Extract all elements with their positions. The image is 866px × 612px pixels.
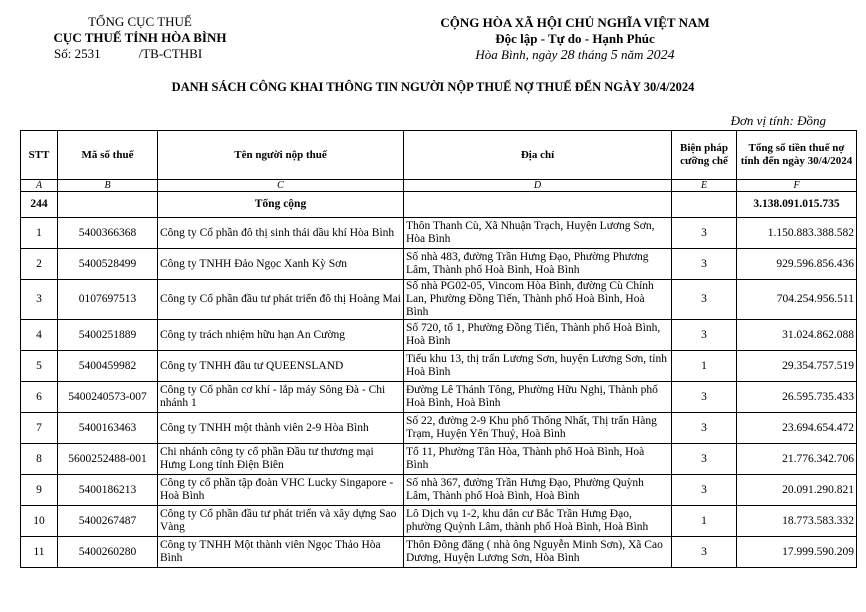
column-letter: B xyxy=(58,180,158,192)
col-header-stt: STT xyxy=(21,131,58,180)
row-stt: 5 xyxy=(21,351,58,382)
row-stt: 9 xyxy=(21,475,58,506)
place-date-prefix: Hòa Bình, ngày xyxy=(475,47,558,62)
col-header-address: Địa chỉ xyxy=(404,131,672,180)
row-taxpayer-name: Công ty Cổ phần cơ khí - lắp máy Sông Đà - Chi nhánh 1 xyxy=(158,382,404,413)
col-header-taxpayer-name: Tên người nộp thuế xyxy=(158,131,404,180)
col-header-enforcement: Biện pháp cưỡng chế xyxy=(672,131,737,180)
row-amount: 31.024.862.088 xyxy=(737,320,857,351)
row-tax-code: 5400260280 xyxy=(58,537,158,568)
row-amount: 17.999.590.209 xyxy=(737,537,857,568)
column-letter-row xyxy=(21,180,857,192)
row-amount: 929.596.856.436 xyxy=(737,249,857,280)
table-header-row xyxy=(21,131,857,180)
row-stt: 3 xyxy=(21,280,58,320)
document-number-suffix: /TB-CTHBI xyxy=(138,46,203,61)
row-taxpayer-name: Công ty TNHH một thành viên 2-9 Hòa Bình xyxy=(158,413,404,444)
row-tax-code: 5400528499 xyxy=(58,249,158,280)
col-header-tax-code: Mã số thuế xyxy=(58,131,158,180)
table-row xyxy=(21,280,857,320)
row-amount: 704.254.956.511 xyxy=(737,280,857,320)
date-year-label: năm xyxy=(620,47,644,62)
row-address: Tổ 11, Phường Tân Hòa, Thành phố Hoà Bình, Hoà Bình xyxy=(404,444,672,475)
table-row xyxy=(21,218,857,249)
column-letter: D xyxy=(404,180,672,192)
row-amount: 21.776.342.706 xyxy=(737,444,857,475)
document-number-label: Số: xyxy=(54,46,72,61)
row-address: Số nhà 483, đường Trần Hưng Đạo, Phường Phương Lâm, Thành phố Hoà Bình, Hoà Bình xyxy=(404,249,672,280)
row-stt: 7 xyxy=(21,413,58,444)
row-taxpayer-name: Công ty trách nhiệm hữu hạn An Cường xyxy=(158,320,404,351)
row-stt: 2 xyxy=(21,249,58,280)
row-enforcement: 3 xyxy=(672,280,737,320)
row-address: Tiểu khu 13, thị trấn Lương Sơn, huyện Lương Sơn, tỉnh Hoà Bình xyxy=(404,351,672,382)
column-letter: A xyxy=(21,180,58,192)
row-address: Số 22, đường 2-9 Khu phố Thống Nhất, Thị trấn Hàng Trạm, Huyện Yên Thuỷ, Hoà Bình xyxy=(404,413,672,444)
row-tax-code: 5400251889 xyxy=(58,320,158,351)
row-enforcement: 3 xyxy=(672,218,737,249)
row-stt: 6 xyxy=(21,382,58,413)
currency-unit: Đơn vị tính: Đồng xyxy=(730,113,826,128)
total-row xyxy=(21,192,857,218)
table-row xyxy=(21,506,857,537)
row-enforcement: 3 xyxy=(672,320,737,351)
debtor-table xyxy=(20,130,857,568)
date-month-label: tháng xyxy=(577,47,608,62)
document-number xyxy=(40,46,240,62)
row-taxpayer-name: Công ty Cổ phần đầu tư phát triển đô thị Hoàng Mai xyxy=(158,280,404,320)
table-row xyxy=(21,537,857,568)
row-address: Số nhà 367, đường Trần Hưng Đạo, Phường Quỳnh Lâm, Thành phố Hoà Bình, Hoà Bình xyxy=(404,475,672,506)
row-address: Số nhà PG02-05, Vincom Hòa Bình, đường Cù Chính Lan, Phường Đồng Tiến, Thành phố Hoà Bình, Hoà Bình xyxy=(404,280,672,320)
row-stt: 1 xyxy=(21,218,58,249)
row-enforcement: 3 xyxy=(672,444,737,475)
row-enforcement: 3 xyxy=(672,249,737,280)
country-name: CỘNG HÒA XÃ HỘI CHỦ NGHĨA VIỆT NAM xyxy=(440,15,710,30)
row-amount: 20.091.290.821 xyxy=(737,475,857,506)
table-row xyxy=(21,351,857,382)
national-motto: Độc lập - Tự do - Hạnh Phúc xyxy=(495,31,655,46)
row-address: Thôn Thanh Cù, Xã Nhuận Trạch, Huyện Lương Sơn, Hòa Bình xyxy=(404,218,672,249)
row-tax-code: 5400366368 xyxy=(58,218,158,249)
table-row xyxy=(21,413,857,444)
row-enforcement: 3 xyxy=(672,475,737,506)
row-tax-code: 5400240573-007 xyxy=(58,382,158,413)
row-amount: 1.150.883.388.582 xyxy=(737,218,857,249)
row-stt: 4 xyxy=(21,320,58,351)
col-header-total-debt: Tổng số tiền thuế nợ tính đến ngày 30/4/2024 xyxy=(737,131,857,180)
total-amount: 3.138.091.015.735 xyxy=(737,192,857,218)
date-year: 2024 xyxy=(646,48,675,63)
row-taxpayer-name: Công ty Cổ phần đầu tư phát triển và xây dựng Sao Vàng xyxy=(158,506,404,537)
row-stt: 10 xyxy=(21,506,58,537)
table-row xyxy=(21,249,857,280)
total-label: Tổng cộng xyxy=(158,192,404,218)
place-date xyxy=(430,47,720,64)
row-stt: 8 xyxy=(21,444,58,475)
row-taxpayer-name: Công ty TNHH đầu tư QUEENSLAND xyxy=(158,351,404,382)
date-month: 5 xyxy=(610,48,618,63)
national-header xyxy=(430,15,720,64)
row-enforcement: 1 xyxy=(672,351,737,382)
row-enforcement: 3 xyxy=(672,537,737,568)
agency-header xyxy=(40,14,240,62)
row-enforcement: 3 xyxy=(672,382,737,413)
column-letter: F xyxy=(737,180,857,192)
column-letter: E xyxy=(672,180,737,192)
row-taxpayer-name: Chi nhánh công ty cổ phần Đầu tư thương mại Hưng Long tỉnh Điện Biên xyxy=(158,444,404,475)
row-amount: 18.773.583.332 xyxy=(737,506,857,537)
row-tax-code: 5400163463 xyxy=(58,413,158,444)
row-taxpayer-name: Công ty cổ phần tập đoàn VHC Lucky Singapore - Hoà Bình xyxy=(158,475,404,506)
agency-name: CỤC THUẾ TỈNH HÒA BÌNH xyxy=(53,30,227,45)
row-tax-code: 5400186213 xyxy=(58,475,158,506)
table-row xyxy=(21,382,857,413)
table-row xyxy=(21,444,857,475)
total-count: 244 xyxy=(21,192,58,218)
document-number-value: 2531 xyxy=(74,46,101,61)
row-stt: 11 xyxy=(21,537,58,568)
row-taxpayer-name: Công ty Cổ phần đô thị sinh thái dầu khí Hòa Bình xyxy=(158,218,404,249)
row-amount: 23.694.654.472 xyxy=(737,413,857,444)
row-taxpayer-name: Công ty TNHH Một thành viên Ngọc Thảo Hòa Bình xyxy=(158,537,404,568)
table-row xyxy=(21,475,857,506)
row-tax-code: 0107697513 xyxy=(58,280,158,320)
column-letter: C xyxy=(158,180,404,192)
document-title: DANH SÁCH CÔNG KHAI THÔNG TIN NGƯỜI NỘP THUẾ NỢ THUẾ ĐẾN NGÀY 30/4/2024 xyxy=(171,80,695,94)
row-enforcement: 3 xyxy=(672,413,737,444)
row-taxpayer-name: Công ty TNHH Đảo Ngọc Xanh Kỳ Sơn xyxy=(158,249,404,280)
row-address: Số 720, tổ 1, Phường Đồng Tiến, Thành phố Hoà Bình, Hoà Bình xyxy=(404,320,672,351)
row-address: Lô Dịch vụ 1-2, khu dân cư Bắc Trần Hưng Đạo, phường Quỳnh Lâm, thành phố Hoà Bình, Hoà Bình xyxy=(404,506,672,537)
table-row xyxy=(21,320,857,351)
row-tax-code: 5400459982 xyxy=(58,351,158,382)
row-amount: 26.595.735.433 xyxy=(737,382,857,413)
row-address: Thôn Đông đăng ( nhà ông Nguyễn Minh Sơn), Xã Cao Dương, Huyện Lương Sơn, Hòa Bình xyxy=(404,537,672,568)
date-day: 28 xyxy=(560,48,575,63)
row-enforcement: 1 xyxy=(672,506,737,537)
row-address: Đường Lê Thánh Tông, Phường Hữu Nghị, Thành phố Hoà Bình, Hoà Bình xyxy=(404,382,672,413)
parent-agency: TỔNG CỤC THUẾ xyxy=(88,14,192,29)
row-amount: 29.354.757.519 xyxy=(737,351,857,382)
row-tax-code: 5600252488-001 xyxy=(58,444,158,475)
row-tax-code: 5400267487 xyxy=(58,506,158,537)
